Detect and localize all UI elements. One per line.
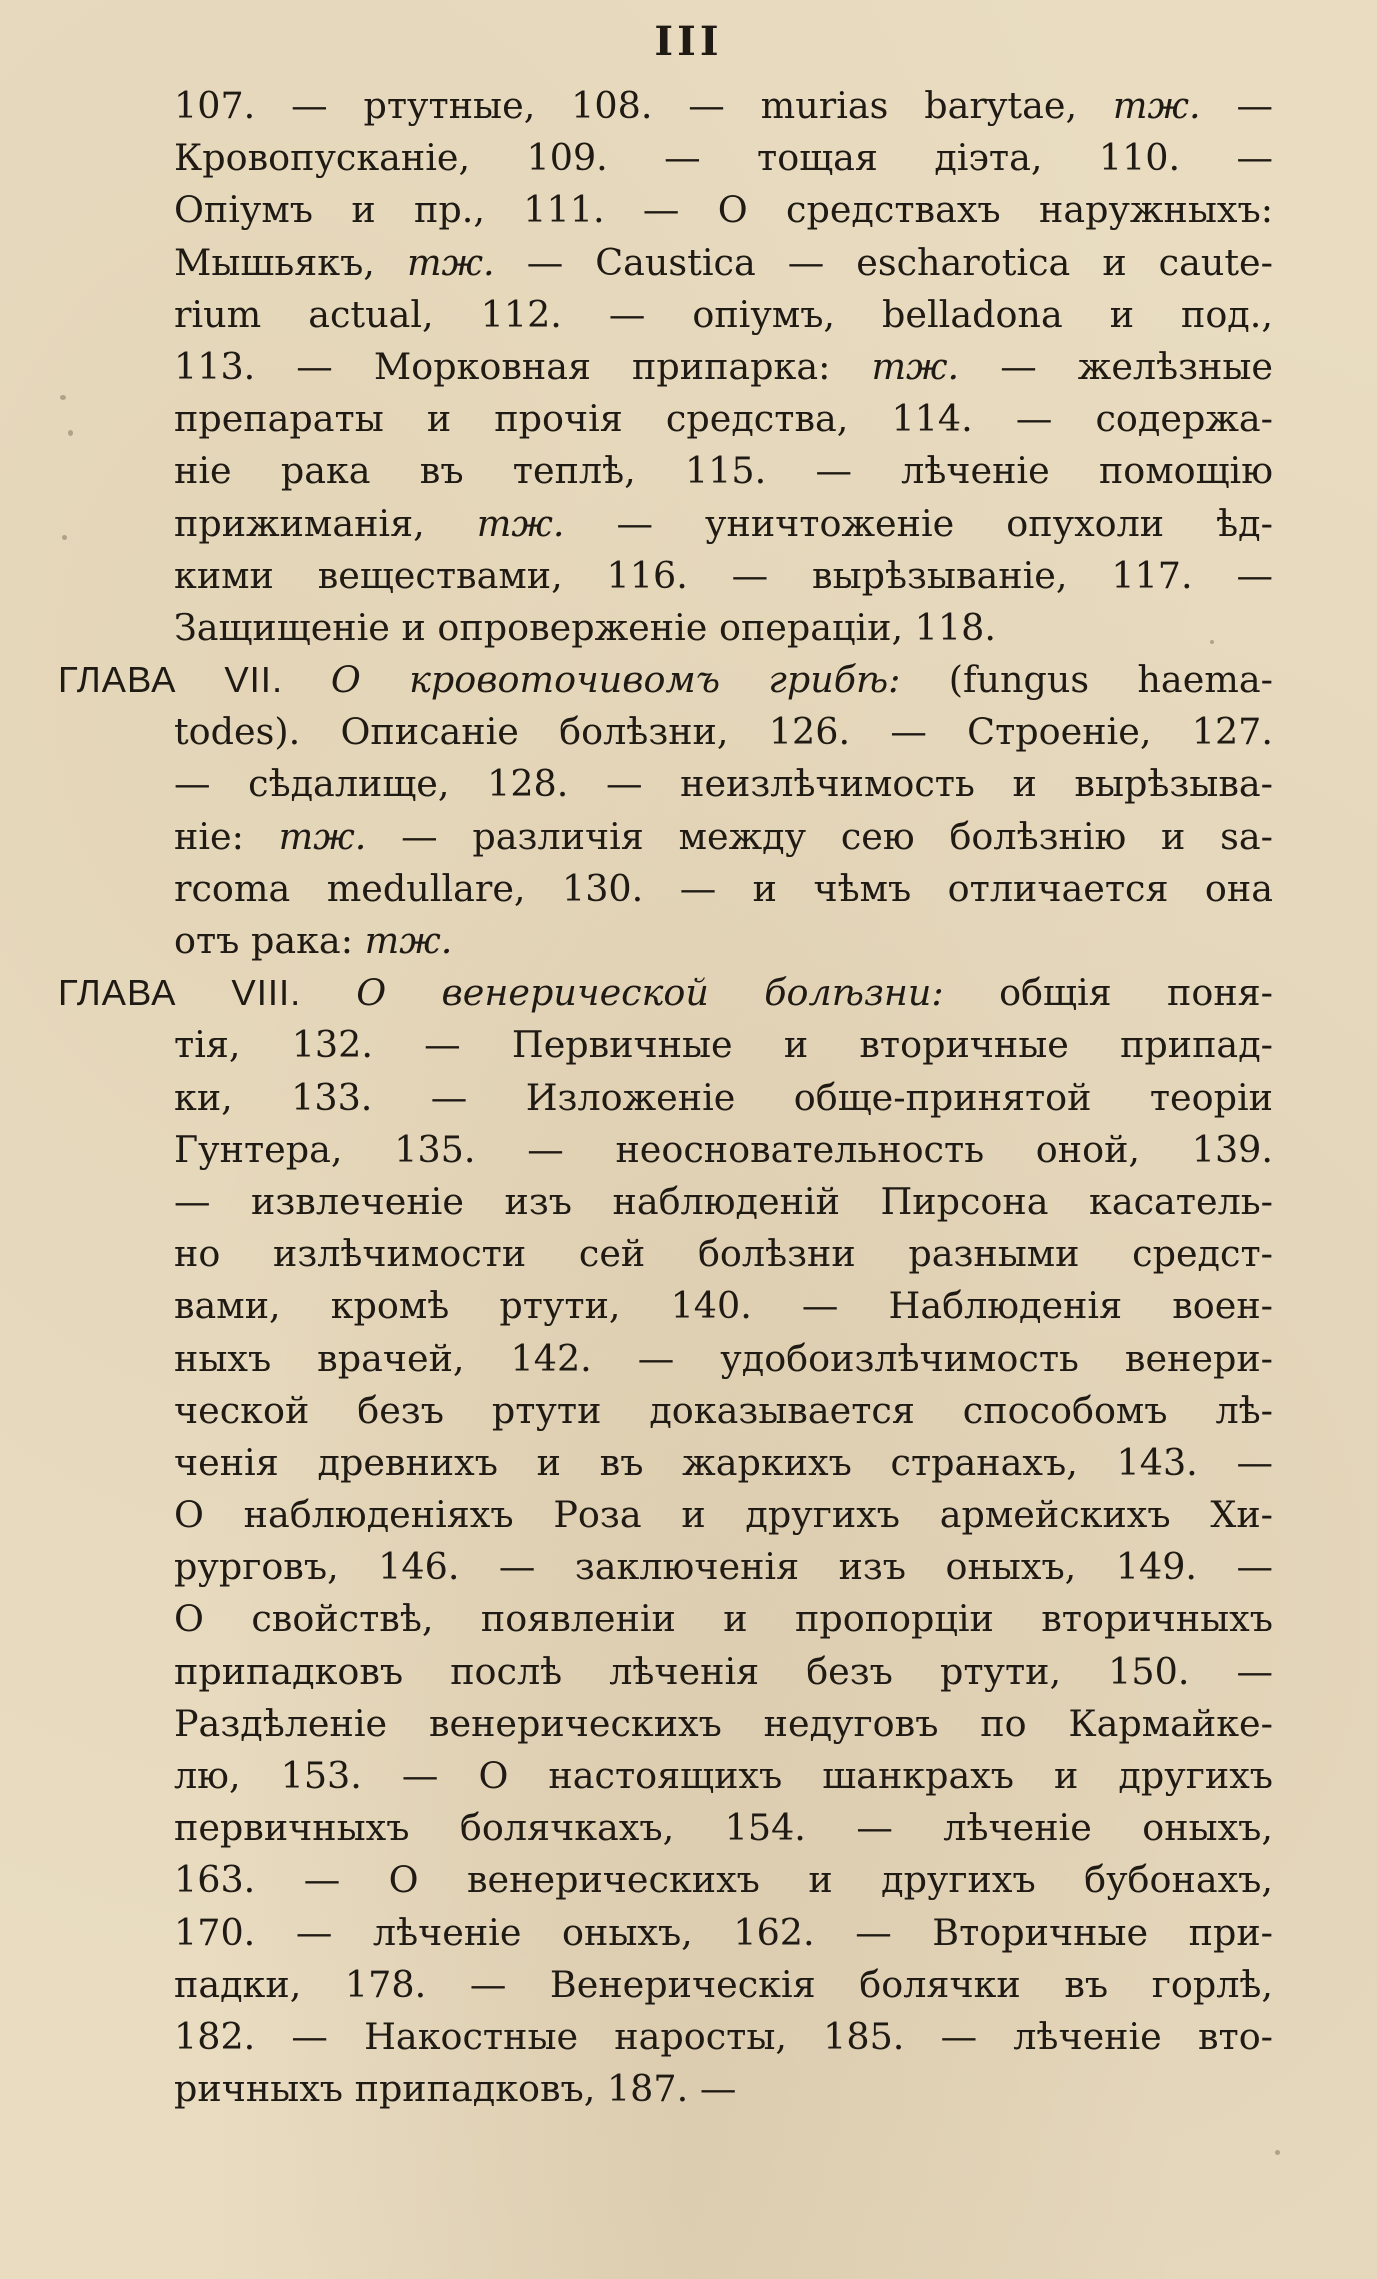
line-text: Гунтера, 135. — неосновательность оной, 139. bbox=[174, 1127, 1273, 1171]
line-text: — сѣдалище, 128. — неизлѣчимость и вырѣзыва- bbox=[174, 762, 1273, 806]
text-line bbox=[58, 1019, 1273, 1071]
table-of-contents-text bbox=[58, 80, 1273, 2115]
line-text: 163. — О венерическихъ и другихъ бубонахъ, bbox=[174, 1858, 1273, 1902]
line-text: ческой безъ ртути доказывается способомъ лѣ- bbox=[174, 1388, 1273, 1432]
line-text: rium actual, 112. — опіумъ, belladona и под., bbox=[174, 292, 1273, 336]
text-line bbox=[58, 1541, 1273, 1593]
italic-text: тж. bbox=[278, 814, 367, 858]
text-line bbox=[58, 811, 1273, 863]
text-line bbox=[58, 1646, 1273, 1698]
line-text: вами, кромѣ ртути, 140. — Наблюденія воен- bbox=[174, 1284, 1273, 1328]
paper-speck bbox=[60, 395, 66, 400]
text-line bbox=[58, 498, 1273, 550]
italic-text: тж. bbox=[1112, 84, 1201, 127]
line-text: рурговъ, 146. — заключенія изъ оныхъ, 149. — bbox=[174, 1545, 1273, 1589]
text-line bbox=[58, 2063, 1273, 2115]
line-text: — Caustica — escharotica и caute- bbox=[494, 240, 1273, 284]
text-line bbox=[58, 654, 1273, 706]
text-line bbox=[58, 1280, 1273, 1332]
line-text: ричныхъ припадковъ, 187. — bbox=[174, 2067, 737, 2111]
line-text: ки, 133. — Изложеніе обще-принятой теоріи bbox=[174, 1075, 1273, 1119]
line-text: — извлеченіе изъ наблюденій Пирсона касатель- bbox=[174, 1179, 1273, 1223]
line-text: todes). Описаніе болѣзни, 126. — Строеніе, 127. bbox=[174, 710, 1273, 754]
line-text: — желѣзные bbox=[959, 344, 1273, 388]
line-text: — bbox=[1200, 84, 1273, 127]
text-line bbox=[58, 1698, 1273, 1750]
line-text: препараты и прочія средства, 114. — содержа- bbox=[174, 397, 1273, 441]
line-text: кими веществами, 116. — вырѣзываніе, 117. — bbox=[174, 553, 1273, 597]
line-text: rcoma medullare, 130. — и чѣмъ отличается она bbox=[174, 866, 1273, 910]
text-line bbox=[58, 341, 1273, 393]
page-number: III bbox=[654, 18, 723, 65]
text-line bbox=[58, 237, 1273, 289]
line-text: Раздѣленіе венерическихъ недуговъ по Кармайке- bbox=[174, 1701, 1273, 1745]
chapter-heading: ГЛАВА VII. bbox=[58, 659, 331, 701]
text-line bbox=[58, 445, 1273, 497]
text-line bbox=[58, 80, 1273, 132]
text-line bbox=[58, 1489, 1273, 1541]
italic-text: тж. bbox=[871, 344, 960, 388]
text-line bbox=[58, 967, 1273, 1019]
line-text: первичныхъ болячкахъ, 154. — лѣченіе оныхъ, bbox=[174, 1806, 1273, 1850]
paper-speck bbox=[62, 535, 67, 540]
italic-text: тж. bbox=[406, 240, 495, 284]
text-line bbox=[58, 915, 1273, 967]
text-line bbox=[58, 1959, 1273, 2011]
line-text: О наблюденіяхъ Роза и другихъ армейскихъ Хи- bbox=[174, 1493, 1273, 1537]
line-text: ченія древнихъ и въ жаркихъ странахъ, 143. — bbox=[174, 1440, 1273, 1484]
line-text: 170. — лѣченіе оныхъ, 162. — Вторичные при- bbox=[174, 1910, 1273, 1954]
italic-text: О кровоточивомъ грибѣ: bbox=[330, 658, 901, 702]
line-text: 182. — Накостные наросты, 185. — лѣченіе вто- bbox=[174, 2014, 1273, 2058]
text-line bbox=[58, 1437, 1273, 1489]
text-line bbox=[58, 1385, 1273, 1437]
text-line bbox=[58, 1854, 1273, 1906]
paper-speck bbox=[1275, 2150, 1280, 2155]
line-text: Опіумъ и пр., 111. — О средствахъ наружныхъ: bbox=[174, 188, 1273, 232]
italic-text: тж. bbox=[476, 501, 565, 545]
text-line bbox=[58, 289, 1273, 341]
line-text: О свойствѣ, появленіи и пропорціи вторичныхъ bbox=[174, 1597, 1273, 1641]
line-text: лю, 153. — О настоящихъ шанкрахъ и другихъ bbox=[174, 1754, 1273, 1797]
line-text: прижиманія, bbox=[174, 501, 477, 545]
line-text: припадковъ послѣ лѣченія безъ ртути, 150. — bbox=[174, 1649, 1273, 1693]
line-text: 107. — ртутные, 108. — murias barytae, bbox=[174, 84, 1113, 127]
line-text: (fungus haema- bbox=[900, 658, 1273, 702]
line-text: Мышьякъ, bbox=[174, 240, 407, 284]
line-text: Защищеніе и опроверженіе операціи, 118. bbox=[174, 605, 996, 649]
line-text: ніе рака въ теплѣ, 115. — лѣченіе помощію bbox=[174, 449, 1273, 493]
text-line bbox=[58, 1907, 1273, 1959]
line-text: общія поня- bbox=[943, 971, 1273, 1015]
text-line bbox=[58, 863, 1273, 915]
text-line bbox=[58, 1124, 1273, 1176]
text-line bbox=[58, 393, 1273, 445]
text-line bbox=[58, 1750, 1273, 1802]
line-text: ныхъ врачей, 142. — удобоизлѣчимость венери- bbox=[174, 1336, 1273, 1380]
text-line bbox=[58, 706, 1273, 758]
italic-text: тж. bbox=[364, 919, 453, 962]
text-line bbox=[58, 1176, 1273, 1228]
text-line bbox=[58, 184, 1273, 236]
text-line bbox=[58, 1228, 1273, 1280]
line-text: но излѣчимости сей болѣзни разными средст- bbox=[174, 1232, 1273, 1276]
paper-speck bbox=[1210, 640, 1214, 644]
line-text: тія, 132. — Первичные и вторичные припад- bbox=[174, 1023, 1273, 1067]
text-line bbox=[58, 758, 1273, 810]
line-text: падки, 178. — Венерическія болячки въ горлѣ, bbox=[174, 1962, 1273, 2006]
line-text: Кровопусканіе, 109. — тощая діэта, 110. — bbox=[174, 136, 1273, 180]
chapter-heading: ГЛАВА VIII. bbox=[58, 972, 357, 1014]
text-line bbox=[58, 550, 1273, 602]
line-text: 113. — Морковная припарка: bbox=[174, 344, 872, 388]
paper-speck bbox=[68, 430, 73, 436]
line-text: отъ рака: bbox=[174, 919, 365, 962]
text-line bbox=[58, 602, 1273, 654]
text-line bbox=[58, 2011, 1273, 2063]
text-line bbox=[58, 1072, 1273, 1124]
line-text: — различія между сею болѣзнію и sa- bbox=[366, 814, 1273, 858]
text-line bbox=[58, 1593, 1273, 1645]
text-line bbox=[58, 132, 1273, 184]
italic-text: О венерической болѣзни: bbox=[356, 971, 944, 1015]
line-text: ніе: bbox=[174, 814, 279, 858]
text-line bbox=[58, 1333, 1273, 1385]
line-text: — уничтоженіе опухоли ѣд- bbox=[564, 501, 1273, 545]
text-line bbox=[58, 1802, 1273, 1854]
